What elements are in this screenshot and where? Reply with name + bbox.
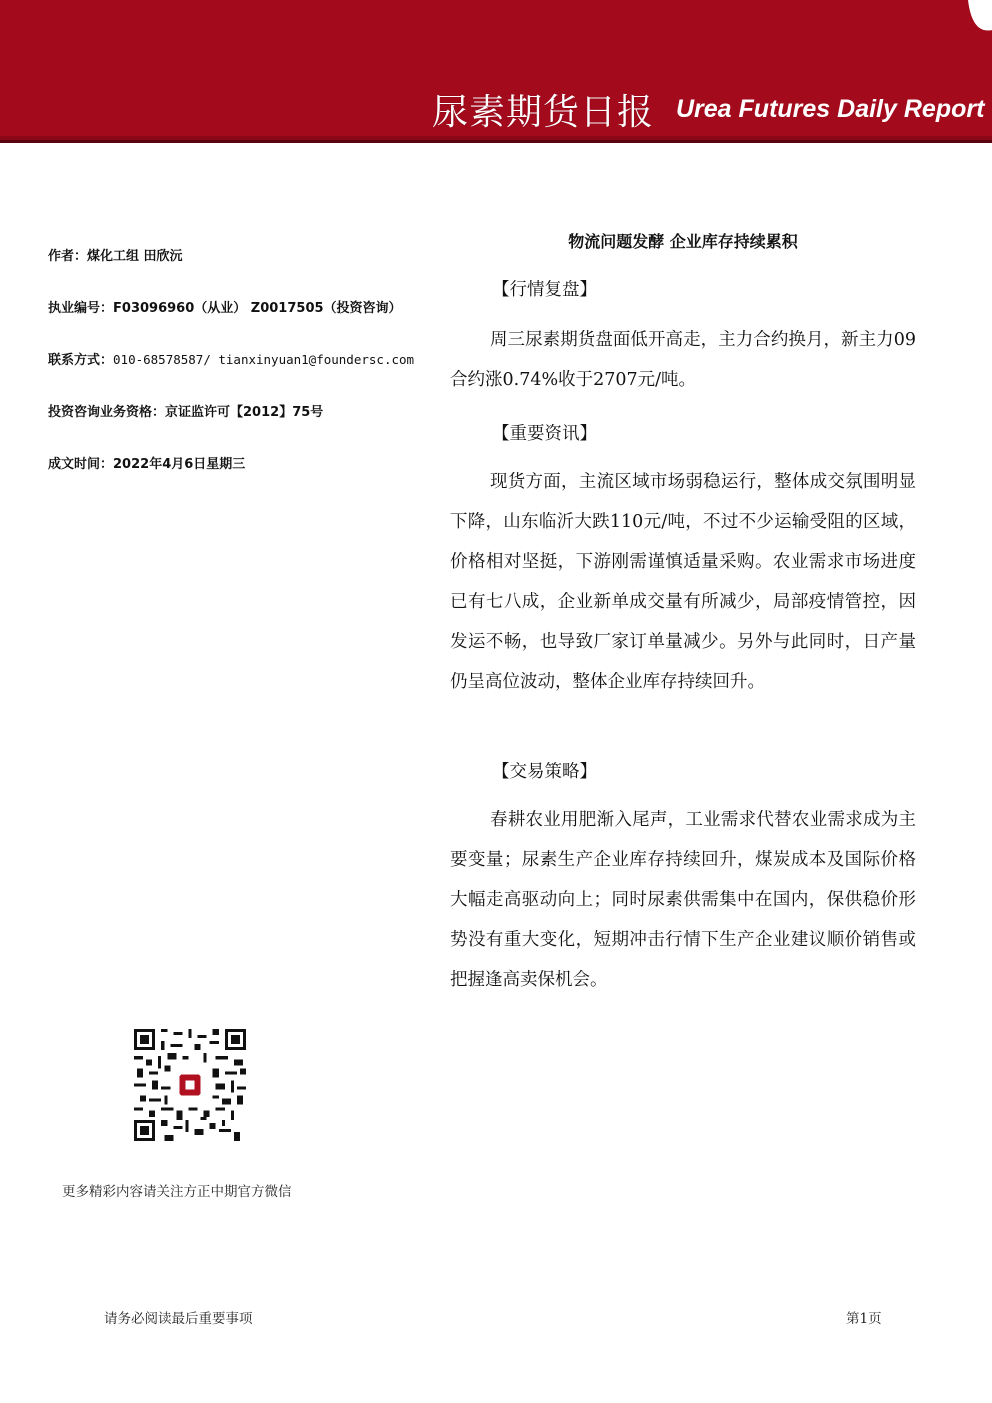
article-headline: 物流问题发酵 企业库存持续累积	[568, 232, 798, 251]
report-title-en: Urea Futures Daily Report	[676, 95, 985, 123]
qualification-line	[48, 401, 323, 420]
license-value: F03096960（从业） Z0017505（投资咨询）	[113, 301, 402, 316]
date-value: 2022年4月6日星期三	[113, 457, 246, 472]
qualification-label: 投资咨询业务资格：	[48, 405, 166, 420]
section-text-market-review: 周三尿素期货盘面低开高走，主力合约换月，新主力09合约涨0.74%收于2707元/吨。	[450, 330, 916, 390]
page-number: 第1页	[846, 1311, 882, 1327]
date-line	[48, 453, 245, 472]
author-line	[48, 245, 183, 264]
section-text-strategy: 春耕农业用肥渐入尾声，工业需求代替农业需求成为主要变量；尿素生产企业库存持续回升，煤炭成本及国际价格大幅走高驱动向上；同时尿素供需集中在国内，保供稳价形势没有重大变化，短期冲击行情下生产企业建议顺价销售或把握逢高卖保机会。	[450, 810, 916, 990]
contact-line	[48, 349, 414, 368]
contact-label: 联系方式：	[48, 353, 114, 368]
section-heading-key-news: 【重要资讯】	[492, 424, 597, 444]
section-text-key-news: 现货方面，主流区域市场弱稳运行，整体成交氛围明显下降，山东临沂大跌110元/吨，不过不少运输受阻的区域，价格相对坚挺，下游刚需谨慎适量采购。农业需求市场进度已有七八成，企业新单成交量有所减少，局部疫情管控，因发运不畅，也导致厂家订单量减少。另外与此同时，日产量仍呈高位波动，整体企业库存持续回升。	[450, 472, 916, 692]
section-heading-market-review: 【行情复盘】	[492, 280, 597, 300]
license-line	[48, 297, 402, 316]
contact-value[interactable]: 010-68578587/ tianxinyuan1@foundersc.com	[113, 352, 415, 367]
section-heading-strategy: 【交易策略】	[492, 762, 597, 782]
footer-notice: 请务必阅读最后重要事项	[104, 1311, 253, 1327]
wechat-qr-code[interactable]	[134, 1029, 246, 1141]
qualification-value: 京证监许可【2012】75号	[165, 405, 324, 420]
license-label: 执业编号：	[48, 301, 114, 316]
author-label: 作者：	[48, 249, 88, 264]
qr-caption: 更多精彩内容请关注方正中期官方微信	[62, 1184, 292, 1200]
report-title-cn: 尿素期货日报	[432, 92, 655, 133]
header-banner	[0, 0, 992, 150]
author-value: 煤化工组 田欣沅	[87, 249, 183, 264]
date-label: 成文时间：	[48, 457, 114, 472]
